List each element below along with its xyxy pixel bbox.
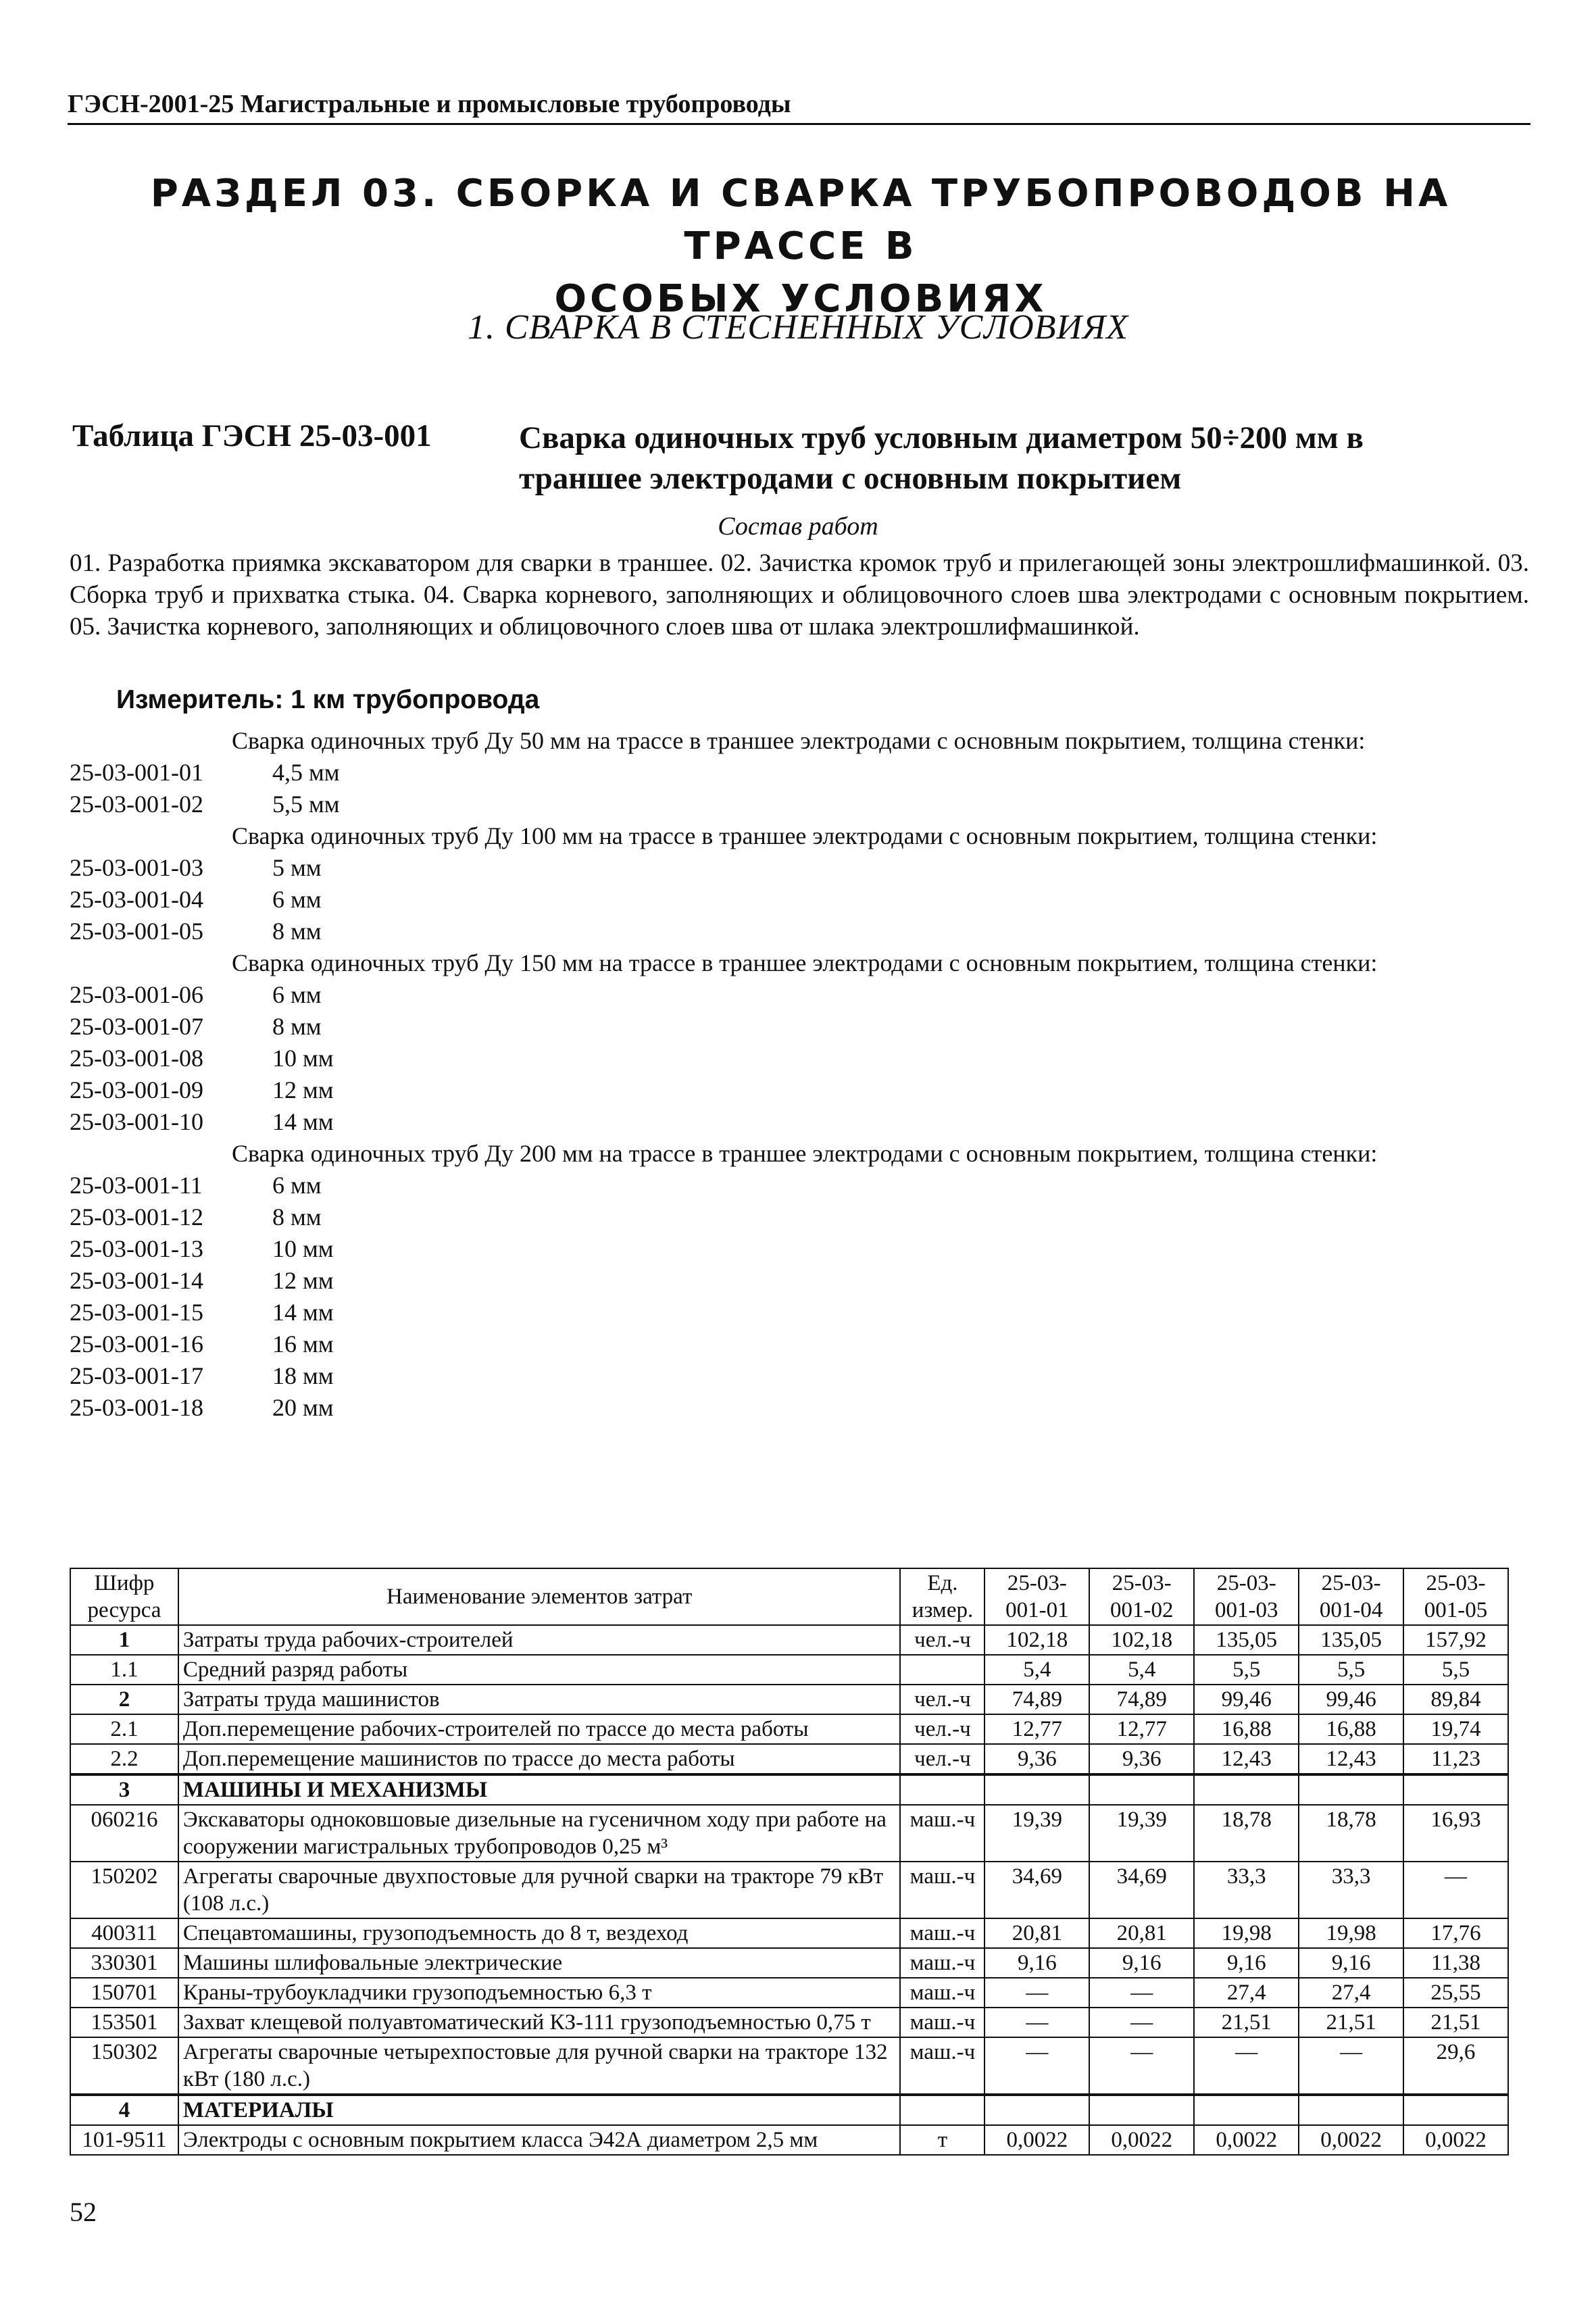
variant-item — [70, 1074, 1529, 1106]
variant-code: 25-03-001-14 — [70, 1267, 203, 1294]
cell-value: 5,4 — [984, 1655, 1089, 1685]
variant-item — [70, 1043, 1529, 1074]
cell-value: 12,77 — [984, 1714, 1089, 1744]
variant-code: 25-03-001-04 — [70, 886, 203, 913]
cell-code: 4 — [70, 2095, 178, 2125]
cell-unit: маш.-ч — [900, 1862, 984, 1918]
variant-code: 25-03-001-13 — [70, 1235, 203, 1262]
cell-value: 16,88 — [1194, 1714, 1299, 1744]
cell-value: 20,81 — [984, 1918, 1089, 1948]
variant-thickness: 6 мм — [272, 886, 322, 913]
cell-value: — — [984, 1978, 1089, 2008]
table-row — [70, 1948, 1508, 1978]
cell-value: — — [1299, 2037, 1403, 2095]
table-row — [70, 2037, 1508, 2095]
cell-value: 18,78 — [1299, 1805, 1403, 1862]
variant-thickness: 12 мм — [272, 1076, 334, 1103]
table-caption: Сварка одиночных труб условным диаметром 50÷200 мм в траншее электродами с основным покрытием — [519, 420, 1364, 496]
cell-unit: чел.-ч — [900, 1714, 984, 1744]
cell-unit — [900, 1655, 984, 1685]
header-col-05: 25-03- 001-05 — [1403, 1568, 1508, 1625]
variant-item — [70, 1011, 1529, 1043]
cell-code: 1 — [70, 1625, 178, 1655]
variant-code: 25-03-001-01 — [70, 759, 203, 786]
variant-item — [70, 1392, 1529, 1424]
cell-value: 16,93 — [1403, 1805, 1508, 1862]
section-title — [88, 168, 1514, 326]
cell-value: — — [1089, 1978, 1194, 2008]
cell-empty — [1299, 2095, 1403, 2125]
cell-value: — — [1403, 1862, 1508, 1918]
cell-value: 157,92 — [1403, 1625, 1508, 1655]
header-col-02: 25-03- 001-02 — [1089, 1568, 1194, 1625]
cell-value: 0,0022 — [984, 2125, 1089, 2155]
cell-empty — [1194, 1774, 1299, 1805]
cell-value: 5,4 — [1089, 1655, 1194, 1685]
header-col-03: 25-03- 001-03 — [1194, 1568, 1299, 1625]
variant-thickness: 10 мм — [272, 1235, 334, 1262]
variant-item — [70, 1297, 1529, 1328]
cell-name: Экскаваторы одноковшовые дизельные на гусеничном ходу при работе на сооружении магистральных трубопроводов 0,25 м³ — [178, 1805, 901, 1862]
cell-value: 34,69 — [984, 1862, 1089, 1918]
cell-empty — [984, 2095, 1089, 2125]
variant-code: 25-03-001-10 — [70, 1108, 203, 1135]
cell-empty — [1089, 2095, 1194, 2125]
cell-unit: маш.-ч — [900, 1948, 984, 1978]
cell-empty — [900, 2095, 984, 2125]
variant-item — [70, 1170, 1529, 1201]
cell-unit: маш.-ч — [900, 1918, 984, 1948]
variant-thickness: 20 мм — [272, 1394, 334, 1421]
variant-item — [70, 1233, 1529, 1265]
cell-value: 19,39 — [984, 1805, 1089, 1862]
variant-thickness: 6 мм — [272, 1172, 322, 1199]
cell-code: 150202 — [70, 1862, 178, 1918]
cell-value: 99,46 — [1194, 1685, 1299, 1714]
cell-value: 102,18 — [984, 1625, 1089, 1655]
table-row — [70, 1918, 1508, 1948]
cell-code: 330301 — [70, 1948, 178, 1978]
variant-code: 25-03-001-11 — [70, 1172, 203, 1199]
cell-empty — [1089, 1774, 1194, 1805]
cell-value: — — [1089, 2008, 1194, 2037]
cell-value: — — [984, 2037, 1089, 2095]
cell-value: 17,76 — [1403, 1918, 1508, 1948]
variant-thickness: 4,5 мм — [272, 759, 340, 786]
cell-code: 101-9511 — [70, 2125, 178, 2155]
table-section-row — [70, 1774, 1508, 1805]
variant-code: 25-03-001-15 — [70, 1299, 203, 1326]
cell-value: 74,89 — [1089, 1685, 1194, 1714]
table-row — [70, 1714, 1508, 1744]
cell-code: 400311 — [70, 1918, 178, 1948]
cell-name: Доп.перемещение машинистов по трассе до места работы — [178, 1744, 901, 1774]
cell-empty — [900, 1774, 984, 1805]
variant-group-text: Сварка одиночных труб Ду 50 мм на трассе в траншее электродами с основным покрытием, толщина стенки: — [232, 727, 1366, 754]
variant-code: 25-03-001-07 — [70, 1013, 203, 1040]
cell-empty — [1194, 2095, 1299, 2125]
cell-code: 1.1 — [70, 1655, 178, 1685]
cell-value: 21,51 — [1403, 2008, 1508, 2037]
cell-value: 27,4 — [1299, 1978, 1403, 2008]
table-row — [70, 2008, 1508, 2037]
variant-code: 25-03-001-16 — [70, 1330, 203, 1358]
table-row — [70, 1862, 1508, 1918]
cell-value: 19,74 — [1403, 1714, 1508, 1744]
header-unit: Ед. измер. — [900, 1568, 984, 1625]
cell-code: 150302 — [70, 2037, 178, 2095]
header-code: Шифр ресурса — [70, 1568, 178, 1625]
cell-name: Спецавтомашины, грузоподъемность до 8 т, вездеход — [178, 1918, 901, 1948]
variant-thickness: 14 мм — [272, 1299, 334, 1326]
cell-value: 21,51 — [1194, 2008, 1299, 2037]
cell-value: 89,84 — [1403, 1685, 1508, 1714]
cell-value: 0,0022 — [1194, 2125, 1299, 2155]
cell-value: 19,98 — [1194, 1918, 1299, 1948]
cell-value: 21,51 — [1299, 2008, 1403, 2037]
variant-thickness: 12 мм — [272, 1267, 334, 1294]
table-header-row — [70, 1568, 1508, 1625]
variant-group-text: Сварка одиночных труб Ду 150 мм на трассе в траншее электродами с основным покрытием, толщина стенки: — [232, 949, 1378, 976]
variant-thickness: 8 мм — [272, 1013, 322, 1040]
cell-value: 27,4 — [1194, 1978, 1299, 2008]
header-col-01: 25-03- 001-01 — [984, 1568, 1089, 1625]
variant-thickness: 8 мм — [272, 918, 322, 945]
works-description: 01. Разработка приямка экскаватором для сварки в траншее. 02. Зачистка кромок труб и прилегающей зоны электрошлифмашинкой. 03. Сборка труб и прихватка стыка. 04. Сварка корневого, заполняющих и облицовочного слоев шва электродами с основным покрытием. 05. Зачистка корневого, заполняющих и облицовочного слоев шва от шлака электрошлифмашинкой. — [70, 549, 1529, 641]
variant-code: 25-03-001-05 — [70, 918, 203, 945]
variant-thickness: 5,5 мм — [272, 791, 340, 818]
cell-name: Доп.перемещение рабочих-строителей по трассе до места работы — [178, 1714, 901, 1744]
cell-name: Затраты труда рабочих-строителей — [178, 1625, 901, 1655]
cell-value: 29,6 — [1403, 2037, 1508, 2095]
variant-thickness: 10 мм — [272, 1045, 334, 1072]
cell-value: 99,46 — [1299, 1685, 1403, 1714]
running-header: ГЭСН-2001-25 Магистральные и промысловые трубопроводы — [68, 89, 1530, 125]
table-row — [70, 1685, 1508, 1714]
cell-code: 060216 — [70, 1805, 178, 1862]
cell-code: 150701 — [70, 1978, 178, 2008]
variant-item — [70, 789, 1529, 820]
cell-value: 16,88 — [1299, 1714, 1403, 1744]
variant-code: 25-03-001-08 — [70, 1045, 203, 1072]
variant-thickness: 5 мм — [272, 854, 322, 881]
cell-value: 12,43 — [1194, 1744, 1299, 1774]
cell-value: 9,36 — [1089, 1744, 1194, 1774]
section-title-line1: РАЗДЕЛ 03. СБОРКА И СВАРКА ТРУБОПРОВОДОВ НА ТРАССЕ В — [150, 172, 1451, 268]
cell-value: 5,5 — [1194, 1655, 1299, 1685]
cell-value: 12,43 — [1299, 1744, 1403, 1774]
cell-value: 19,98 — [1299, 1918, 1403, 1948]
cell-value: 34,69 — [1089, 1862, 1194, 1918]
cell-value: 19,39 — [1089, 1805, 1194, 1862]
cell-unit: маш.-ч — [900, 2037, 984, 2095]
cell-name: Агрегаты сварочные двухпостовые для ручной сварки на тракторе 79 кВт (108 л.с.) — [178, 1862, 901, 1918]
variant-thickness: 14 мм — [272, 1108, 334, 1135]
cell-name: Средний разряд работы — [178, 1655, 901, 1685]
cell-value: 135,05 — [1299, 1625, 1403, 1655]
variant-code: 25-03-001-02 — [70, 791, 203, 818]
page-number: 52 — [70, 2197, 97, 2227]
cell-unit: маш.-ч — [900, 1805, 984, 1862]
table-row — [70, 2125, 1508, 2155]
section-title-line2: ОСОБЫХ УСЛОВИЯХ — [554, 277, 1047, 321]
table-row — [70, 1625, 1508, 1655]
cell-value: 20,81 — [1089, 1918, 1194, 1948]
variant-code: 25-03-001-12 — [70, 1203, 203, 1230]
cell-unit: маш.-ч — [900, 1978, 984, 2008]
variant-item — [70, 884, 1529, 916]
variant-item — [70, 979, 1529, 1011]
variant-item — [70, 852, 1529, 884]
cell-value: 9,36 — [984, 1744, 1089, 1774]
cell-code: 2.1 — [70, 1714, 178, 1744]
cost-table — [70, 1568, 1509, 2156]
cell-name: Электроды с основным покрытием класса Э42А диаметром 2,5 мм — [178, 2125, 901, 2155]
cell-name: Краны-трубоукладчики грузоподъемностью 6,3 т — [178, 1978, 901, 2008]
variant-thickness: 6 мм — [272, 981, 322, 1008]
cell-unit: чел.-ч — [900, 1625, 984, 1655]
variant-group-text: Сварка одиночных труб Ду 100 мм на трассе в траншее электродами с основным покрытием, толщина стенки: — [232, 822, 1378, 849]
table-row — [70, 1805, 1508, 1862]
variant-thickness: 16 мм — [272, 1330, 334, 1358]
variant-item — [70, 1201, 1529, 1233]
variant-thickness: 18 мм — [272, 1362, 334, 1389]
cell-value: 18,78 — [1194, 1805, 1299, 1862]
variant-code: 25-03-001-18 — [70, 1394, 203, 1421]
cell-value: 0,0022 — [1403, 2125, 1508, 2155]
table-row — [70, 1744, 1508, 1774]
cell-code: 153501 — [70, 2008, 178, 2037]
cell-value: — — [1089, 2037, 1194, 2095]
table-label: Таблица ГЭСН 25-03-001 — [72, 418, 432, 453]
cell-name: Машины шлифовальные электрические — [178, 1948, 901, 1978]
table-row — [70, 1655, 1508, 1685]
variant-item — [70, 1328, 1529, 1360]
cell-value: 9,16 — [1299, 1948, 1403, 1978]
cell-value: 33,3 — [1194, 1862, 1299, 1918]
variant-item — [70, 916, 1529, 947]
cell-value: 25,55 — [1403, 1978, 1508, 2008]
cell-section-name: МАТЕРИАЛЫ — [178, 2095, 901, 2125]
cell-value: 33,3 — [1299, 1862, 1403, 1918]
variant-list — [70, 725, 1529, 1424]
measure-unit: Измеритель: 1 км трубопровода — [116, 685, 540, 714]
cell-value: — — [984, 2008, 1089, 2037]
cell-value: 0,0022 — [1299, 2125, 1403, 2155]
cell-value: 12,77 — [1089, 1714, 1194, 1744]
cell-unit: маш.-ч — [900, 2008, 984, 2037]
variant-code: 25-03-001-06 — [70, 981, 203, 1008]
variant-item — [70, 1265, 1529, 1297]
cell-unit: т — [900, 2125, 984, 2155]
cell-name: Агрегаты сварочные четырехпостовые для ручной сварки на тракторе 132 кВт (180 л.с.) — [178, 2037, 901, 2095]
cell-value: 9,16 — [1089, 1948, 1194, 1978]
cell-code: 2.2 — [70, 1744, 178, 1774]
cell-unit: чел.-ч — [900, 1685, 984, 1714]
cell-value: 11,38 — [1403, 1948, 1508, 1978]
cell-section-name: МАШИНЫ И МЕХАНИЗМЫ — [178, 1774, 901, 1805]
works-title: Состав работ — [718, 512, 878, 541]
variant-code: 25-03-001-03 — [70, 854, 203, 881]
cell-value: 5,5 — [1403, 1655, 1508, 1685]
table-row — [70, 1978, 1508, 2008]
cell-empty — [1403, 2095, 1508, 2125]
cell-empty — [984, 1774, 1089, 1805]
cell-value: 0,0022 — [1089, 2125, 1194, 2155]
cell-empty — [1403, 1774, 1508, 1805]
cell-value: 74,89 — [984, 1685, 1089, 1714]
cell-name: Захват клещевой полуавтоматический КЗ-111 грузоподъемностью 0,75 т — [178, 2008, 901, 2037]
variant-item — [70, 1106, 1529, 1138]
cell-value: 5,5 — [1299, 1655, 1403, 1685]
cell-value: 9,16 — [984, 1948, 1089, 1978]
cell-value: — — [1194, 2037, 1299, 2095]
header-name: Наименование элементов затрат — [178, 1568, 901, 1625]
variant-thickness: 8 мм — [272, 1203, 322, 1230]
cell-value: 9,16 — [1194, 1948, 1299, 1978]
variant-item — [70, 757, 1529, 789]
table-section-row — [70, 2095, 1508, 2125]
cell-value: 135,05 — [1194, 1625, 1299, 1655]
cell-code: 3 — [70, 1774, 178, 1805]
header-col-04: 25-03- 001-04 — [1299, 1568, 1403, 1625]
cell-empty — [1299, 1774, 1403, 1805]
variant-group-text: Сварка одиночных труб Ду 200 мм на трассе в траншее электродами с основным покрытием, толщина стенки: — [232, 1140, 1378, 1167]
subsection-title: 1. СВАРКА В СТЕСНЕННЫХ УСЛОВИЯХ — [468, 308, 1128, 347]
cell-name: Затраты труда машинистов — [178, 1685, 901, 1714]
cell-value: 11,23 — [1403, 1744, 1508, 1774]
cell-value: 102,18 — [1089, 1625, 1194, 1655]
variant-code: 25-03-001-09 — [70, 1076, 203, 1103]
variant-item — [70, 1360, 1529, 1392]
cell-unit: чел.-ч — [900, 1744, 984, 1774]
variant-code: 25-03-001-17 — [70, 1362, 203, 1389]
cell-code: 2 — [70, 1685, 178, 1714]
